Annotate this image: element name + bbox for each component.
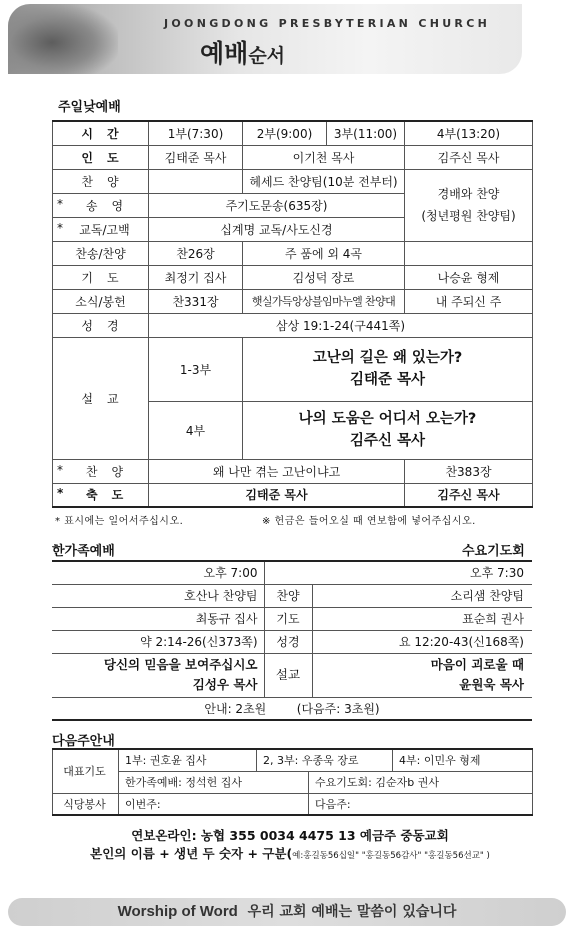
creed-label: * 교독/고백 <box>53 217 149 241</box>
praying-hands-image <box>8 4 118 74</box>
header-banner <box>8 4 522 74</box>
offer-label: 소식/봉헌 <box>53 289 149 313</box>
wed-time: 오후 7:30 <box>312 561 532 584</box>
closing-value: 왜 나만 겪는 고난이냐고 <box>149 459 405 483</box>
wed-sermon: 마음이 괴로울 때 윤원욱 목사 <box>312 653 532 697</box>
usher-info: 안내: 2초원 (다음주: 3초원) <box>52 697 532 720</box>
sunday-title: 주일낮예배 <box>58 100 121 115</box>
wed-scripture: 요 12:20-43(신168쪽) <box>312 630 532 653</box>
bless-value: 김태준 목사 <box>149 483 405 507</box>
offer-4: 내 주되신 주 <box>405 289 533 313</box>
prayer-1: 최정기 집사 <box>149 265 243 289</box>
offer-1: 찬331장 <box>149 289 243 313</box>
bless-label: * 축 도 <box>53 483 149 507</box>
sermon-label: 설 교 <box>53 337 149 459</box>
wed-prayer: 표순희 권사 <box>312 607 532 630</box>
praise-label: 찬 양 <box>53 169 149 193</box>
footer-banner <box>8 898 566 926</box>
prayer-label: 기 도 <box>53 265 149 289</box>
footer-ko: 우리 교회 예배는 말씀이 있습니다 <box>247 904 457 920</box>
praise-1 <box>149 169 243 193</box>
scripture-label: 성 경 <box>53 313 149 337</box>
praise-middle-label: 찬양 <box>264 584 312 607</box>
rep-2: 2, 3부: 우종욱 장로 <box>257 749 393 771</box>
page-title: 예배순서 <box>200 39 286 68</box>
hymn-23: 주 품에 외 4곡 <box>243 241 405 265</box>
family-prayer: 최동규 집사 <box>52 607 264 630</box>
scripture-middle-label: 성경 <box>264 630 312 653</box>
family-praise: 호산나 찬양팀 <box>52 584 264 607</box>
sunday-schedule-table <box>52 120 533 508</box>
footer-en: Worship of Word <box>117 903 238 920</box>
family-wednesday-table <box>52 560 532 721</box>
family-worship-title: 한가족예배 <box>52 544 115 559</box>
offer-23: 햇실가득앙상블임마누엘 찬양대 <box>243 289 405 313</box>
next-week-table <box>52 748 533 816</box>
time-4: 4부(13:20) <box>405 121 533 145</box>
scripture-value: 삼상 19:1-24(구441쪽) <box>149 313 533 337</box>
rep-3: 4부: 이민우 형제 <box>393 749 533 771</box>
sermon-part-1: 1-3부 <box>149 337 243 401</box>
leader-label: 인 도 <box>53 145 149 169</box>
wed-praise: 소리샘 찬양팀 <box>312 584 532 607</box>
online-offering-account: 연보온라인: 농협 355 0034 4475 13 예금주 중동교회 <box>131 828 449 843</box>
standing-note: * 표시에는 일어서주십시오. <box>55 516 184 527</box>
rep-family: 한가족예배: 정석헌 집사 <box>119 771 309 793</box>
time-2: 2부(9:00) <box>243 121 327 145</box>
time-1: 1부(7:30) <box>149 121 243 145</box>
hymn-4 <box>405 241 533 265</box>
sermon-2: 나의 도움은 어디서 오는가? 김주신 목사 <box>243 401 533 459</box>
offering-note: ※ 헌금은 들어오실 때 연보함에 넣어주십시오. <box>262 516 476 527</box>
closing-label: * 찬 양 <box>53 459 149 483</box>
family-sermon: 당신의 믿음을 보여주십시오 김성우 목사 <box>52 653 264 697</box>
leader-23: 이기천 목사 <box>243 145 405 169</box>
song-value: 주기도문송(635장) <box>149 193 405 217</box>
kitchen-this-week: 이번주: <box>119 793 309 815</box>
song-label: * 송 영 <box>53 193 149 217</box>
leader-1: 김태준 목사 <box>149 145 243 169</box>
kitchen-next-week: 다음주: <box>309 793 533 815</box>
church-name-en: JOONGDONG PRESBYTERIAN CHURCH <box>164 17 491 30</box>
praise-4: 경배와 찬양 (청년평원 찬양팀) <box>405 169 533 241</box>
time-gap <box>264 561 312 584</box>
online-offering-format: 본인의 이름 + 생년 두 숫자 + 구분(예:홍길동56십일" "홍길동56감사" "홍길동56선교" ) <box>90 846 490 861</box>
prayer-middle-label: 기도 <box>264 607 312 630</box>
sermon-middle-label: 설교 <box>264 653 312 697</box>
hymn-label: 찬송/찬양 <box>53 241 149 265</box>
prayer-4: 나승윤 형제 <box>405 265 533 289</box>
kitchen-label: 식당봉사 <box>53 793 119 815</box>
sermon-part-2: 4부 <box>149 401 243 459</box>
wednesday-prayer-title: 수요기도회 <box>462 544 525 559</box>
next-week-title: 다음주안내 <box>52 734 115 749</box>
bless-4: 김주신 목사 <box>405 483 533 507</box>
closing-4: 찬383장 <box>405 459 533 483</box>
rep-wednesday: 수요기도회: 김순자b 권사 <box>309 771 533 793</box>
praise-23: 헤세드 찬양팀(10분 전부터) <box>243 169 405 193</box>
rep-1: 1부: 권호윤 집사 <box>119 749 257 771</box>
prayer-23: 김성덕 장로 <box>243 265 405 289</box>
time-3: 3부(11:00) <box>327 121 405 145</box>
family-time: 오후 7:00 <box>52 561 264 584</box>
hymn-1: 찬26장 <box>149 241 243 265</box>
leader-4: 김주신 목사 <box>405 145 533 169</box>
sermon-1: 고난의 길은 왜 있는가? 김태준 목사 <box>243 337 533 401</box>
rep-prayer-label: 대표기도 <box>53 749 119 793</box>
time-label: 시 간 <box>53 121 149 145</box>
creed-value: 십계명 교독/사도신경 <box>149 217 405 241</box>
family-scripture: 약 2:14-26(신373쪽) <box>52 630 264 653</box>
